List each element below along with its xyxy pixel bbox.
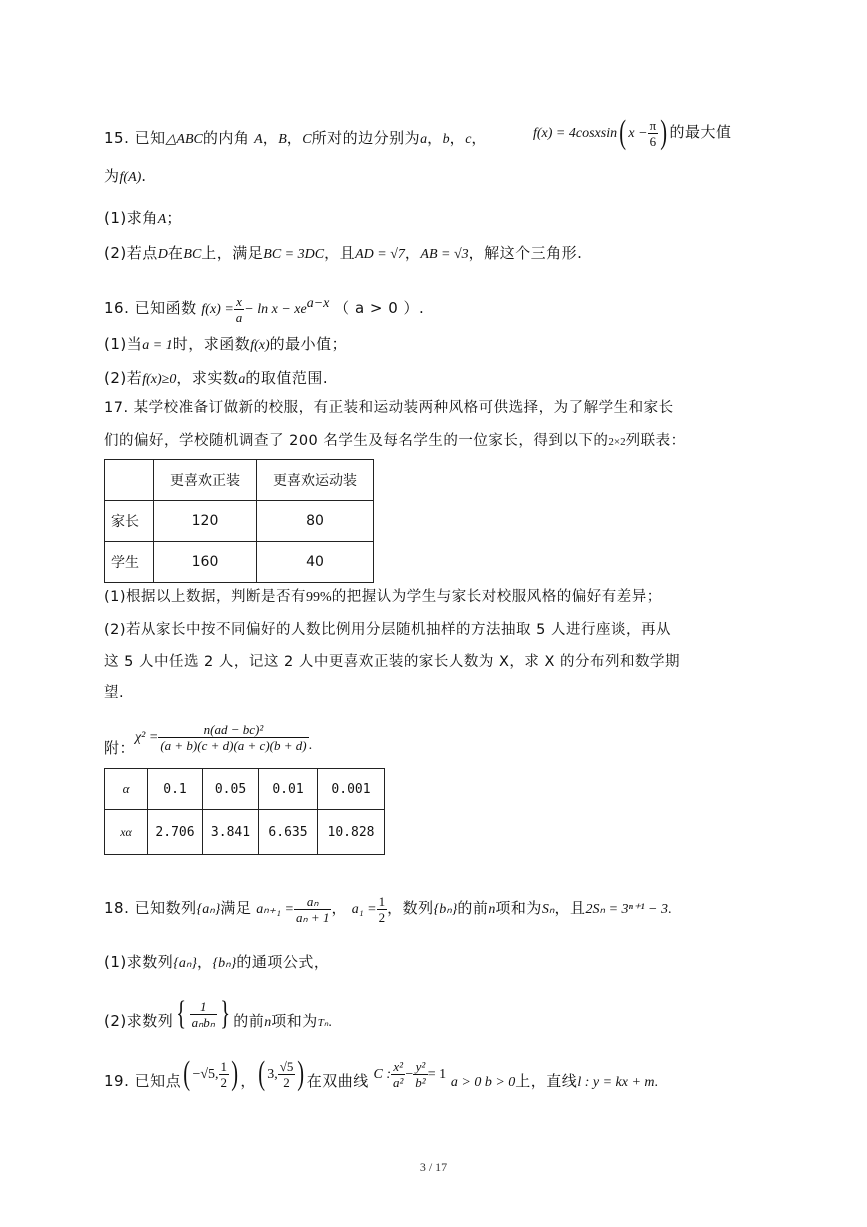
frac-den: (a + b)(c + d)(a + c)(b + d) [160,737,307,753]
q15-var-b: B [278,132,287,147]
q18-part2-label: (2)求数列 [104,1012,174,1030]
table-row-label: 家长 [105,501,154,542]
q16-text: 的最小值； [269,335,348,353]
q18-seq-a: {aₙ} [173,956,198,971]
q15-var-a: A [254,132,263,147]
q18-text: 项和为 [271,1012,318,1030]
q18-seq-b: {bₙ} [212,956,237,971]
q18-text: ， [197,953,213,971]
frac-den: 2 [378,909,386,925]
right-paren: ) [231,1055,239,1092]
q15-line2 [104,166,147,188]
q16-text: ，求实数 [176,369,239,387]
q18-number: 18. 已知数列 [104,899,197,917]
table-row-label: 学生 [105,542,154,583]
right-paren: ) [297,1055,305,1092]
q18-seq-b: {bₙ} [433,902,458,917]
q15-triangle: △ABC [165,132,203,147]
q15-text: ，且 [324,244,356,262]
right-paren: ) [660,114,668,151]
q18-text: ，数列 [387,899,434,917]
q17-text: 的把握认为学生与家长对校服风格的偏好有差异； [331,589,662,605]
q15-text: ； [166,209,182,227]
q15-part1-label: (1)求角 [104,209,158,227]
frac-num: 1 [220,1058,228,1074]
q17-line2 [104,430,686,452]
table-cell: 6.635 [259,810,318,855]
q15-sep: ， [262,129,279,147]
q15-f-x: x − [628,126,648,141]
q15-side-b: b [442,132,450,147]
q16-part1 [104,334,347,356]
q17-text: . [308,738,313,753]
table-cell: 0.01 [259,769,318,810]
q19-hyp-frac2 [413,1059,427,1090]
q15-side-c: c [465,132,472,147]
q15-part2-label: (2)若点 [104,244,158,262]
table-row [105,501,374,542]
q15-f-left: f(x) = 4cosxsin [533,126,618,141]
table-row [105,542,374,583]
q19-point1-x: −√5, [192,1067,219,1082]
q18-part2 [104,990,332,1038]
table-cell: 3.841 [203,810,259,855]
q17-part1 [104,586,662,608]
q18-text: . [667,902,672,917]
q19-text: 上，直线 [515,1072,578,1090]
q17-text: (1)根据以上数据，判断是否有 [104,589,307,605]
q16-part2-label: (2)若 [104,369,143,387]
q18-part1-label: (1)求数列 [104,953,174,971]
q17-2x2: 2×2 [608,436,626,448]
q16-line1 [104,286,424,328]
q17-part2-line3: 望. [104,685,125,701]
q18-a1-frac [377,894,388,925]
q15-eq1: BC = 3DC [263,247,325,262]
q18-n: n [488,902,496,917]
q19-text: 在双曲线 [306,1072,369,1090]
q17-line1: 17. 某学校准备订做新的校服，有正装和运动装两种风格可供选择，为了解学生和家长 [104,400,674,416]
q18-text: . [328,1015,332,1030]
frac-num: aₙ [294,894,331,910]
frac-num: π [649,117,657,133]
table-row [105,810,385,855]
q19-line-l: l : y = kx + m [577,1075,655,1090]
table-header-cell [105,460,154,501]
contingency-table [104,459,374,583]
q15-text: 所对的边分别为 [311,129,421,147]
q18-text: ，且 [554,899,586,917]
table-row-label: α [105,769,148,810]
q18-text: 的前 [457,899,489,917]
q15-sep: ， [449,129,466,147]
frac-den: 6 [649,133,657,149]
frac-num: x² [391,1059,405,1075]
frac-num: y² [413,1059,427,1075]
q15-side-a: a [420,132,428,147]
q16-condition: （ a > 0 ）. [334,299,425,317]
q15-sep: ， [286,129,303,147]
q19-number: 19. 已知点 [104,1072,182,1090]
q16-f: f(x) [250,338,270,353]
q18-sum-eq: 2Sₙ = 3ⁿ⁺¹ − 3 [585,902,668,917]
q16-text: 时，求函数 [172,335,251,353]
q18-text: 项和为 [495,899,542,917]
table-header-cell: 更喜欢正装 [154,460,257,501]
q18-Sn: Sₙ [541,902,555,917]
table-row [105,460,374,501]
q18-part1 [104,952,329,974]
q15-text: 上，满足 [201,244,264,262]
q18-text: 的通项公式， [236,953,330,971]
chi-square-fraction [158,722,308,753]
frac-den: 2 [283,1074,290,1090]
q15-text: ， [404,244,421,262]
q18-text: 的前 [233,1012,265,1030]
q16-a: a [238,372,246,387]
q16-cond: f(x)≥0 [142,372,177,387]
q16-f-left: f(x) = [201,302,234,317]
q15-part1-var: A [157,212,167,227]
frac-den: aₙbₙ [191,1014,215,1030]
left-paren: ( [183,1055,191,1092]
q19-hyp-frac1 [391,1059,405,1090]
q19-minus: − [405,1067,414,1082]
q15-text: 为 [104,167,120,185]
q17-percent: 99% [306,590,332,605]
q15-fA: f(A) [119,170,142,185]
q15-text: 在 [167,244,184,262]
table-cell: 10.828 [318,810,385,855]
frac-den: aₙ + 1 [296,909,330,925]
q15-eq3: AB = √3 [420,247,469,262]
right-brace: } [220,995,230,1032]
q16-text: 的取值范围. [245,369,329,387]
q18-text: ， [331,899,347,917]
table-cell: 0.001 [318,769,385,810]
frac-den: 2 [220,1074,228,1090]
q15-text: 的最大值 [669,123,732,141]
q15-line1 [104,128,487,150]
table-cell: 160 [154,542,257,583]
q18-recip-frac [190,999,217,1030]
frac-num: √5 [279,1058,294,1074]
q18-seq-a: {aₙ} [196,902,221,917]
left-brace: { [176,995,187,1032]
q15-part1 [104,208,182,230]
frac-num: x [234,294,245,310]
q17-part2-line1: (2)若从家长中按不同偏好的人数比例用分层随机抽样的方法抽取 5 人进行座谈，再从 [104,622,671,638]
q15-var-c: C [302,132,312,147]
q18-recurrence-frac [294,894,331,925]
frac-den: a² [392,1074,404,1090]
table-cell: 120 [154,501,257,542]
q19-point2-x: 3, [267,1067,278,1082]
table-row-label: xα [105,810,148,855]
critical-value-table [104,768,385,855]
q15-pi-over-6 [648,118,659,149]
q15-part2 [104,243,582,265]
q15-eq2: AD = √7 [355,247,405,262]
q18-n: n [264,1015,272,1030]
chi-square-left: χ² = [135,730,159,745]
q18-text: 满足 [220,899,252,917]
q18-a1-left: a₁ = [351,902,377,917]
frac-den: a [235,309,243,325]
q15-D: D [157,247,168,262]
q16-cond: a = 1 [142,338,173,353]
q18-Tn: Tₙ [317,1017,329,1029]
q16-number: 16. 已知函数 [104,299,197,317]
q15-function-def [533,112,732,154]
q19-text: . [654,1075,659,1090]
q15-BC: BC [183,247,202,262]
frac-den: b² [415,1074,426,1090]
q15-sep: ， [427,129,443,147]
q16-f-right: − ln x − xe [244,302,307,317]
frac-num: 1 [190,999,217,1015]
q19-condition: a > 0 b > 0 [450,1075,516,1090]
frac-num: 1 [378,893,386,909]
q19-line1 [104,1050,658,1098]
appendix-label: 附： [104,739,136,757]
q15-text: . [141,167,147,185]
q17-appendix-formula [104,716,312,758]
table-row [105,769,385,810]
q19-point2-frac [278,1059,296,1090]
table-cell: 0.05 [203,769,259,810]
table-header-cell: 更喜欢运动装 [257,460,374,501]
frac-num: n(ad − bc)² [158,722,308,738]
q15-sep: ， [471,129,487,147]
q16-exponent: a−x [306,296,330,311]
left-paren: ( [619,114,627,151]
q16-part2 [104,368,328,390]
q16-frac [234,294,245,325]
q16-part1-label: (1)当 [104,335,143,353]
table-cell: 2.706 [148,810,203,855]
q17-text: 列联表： [625,433,686,449]
q19-hyperbola-c: C : [373,1067,391,1082]
table-cell: 80 [257,501,374,542]
table-cell: 40 [257,542,374,583]
q15-text: ，解这个三角形. [468,244,583,262]
q18-line1 [104,888,671,930]
q17-text: 们的偏好，学校随机调查了 200 名学生及每名学生的一位家长，得到以下的 [104,433,609,449]
page-number: 3 / 17 [419,1160,448,1174]
q18-recurrence-left: aₙ₊₁ = [256,902,294,917]
left-paren: ( [258,1055,265,1092]
q17-part2-line2: 这 5 人中任选 2 人，记这 2 人中更喜欢正装的家长人数为 X，求 X 的分布列和数学期 [104,654,681,670]
q15-number: 15. 已知 [104,129,166,147]
q19-text: ， [240,1072,256,1090]
table-cell: 0.1 [148,769,203,810]
q19-point1-frac [219,1059,230,1090]
q19-eq: = 1 [427,1067,447,1082]
q15-text: 的内角 [202,129,250,147]
